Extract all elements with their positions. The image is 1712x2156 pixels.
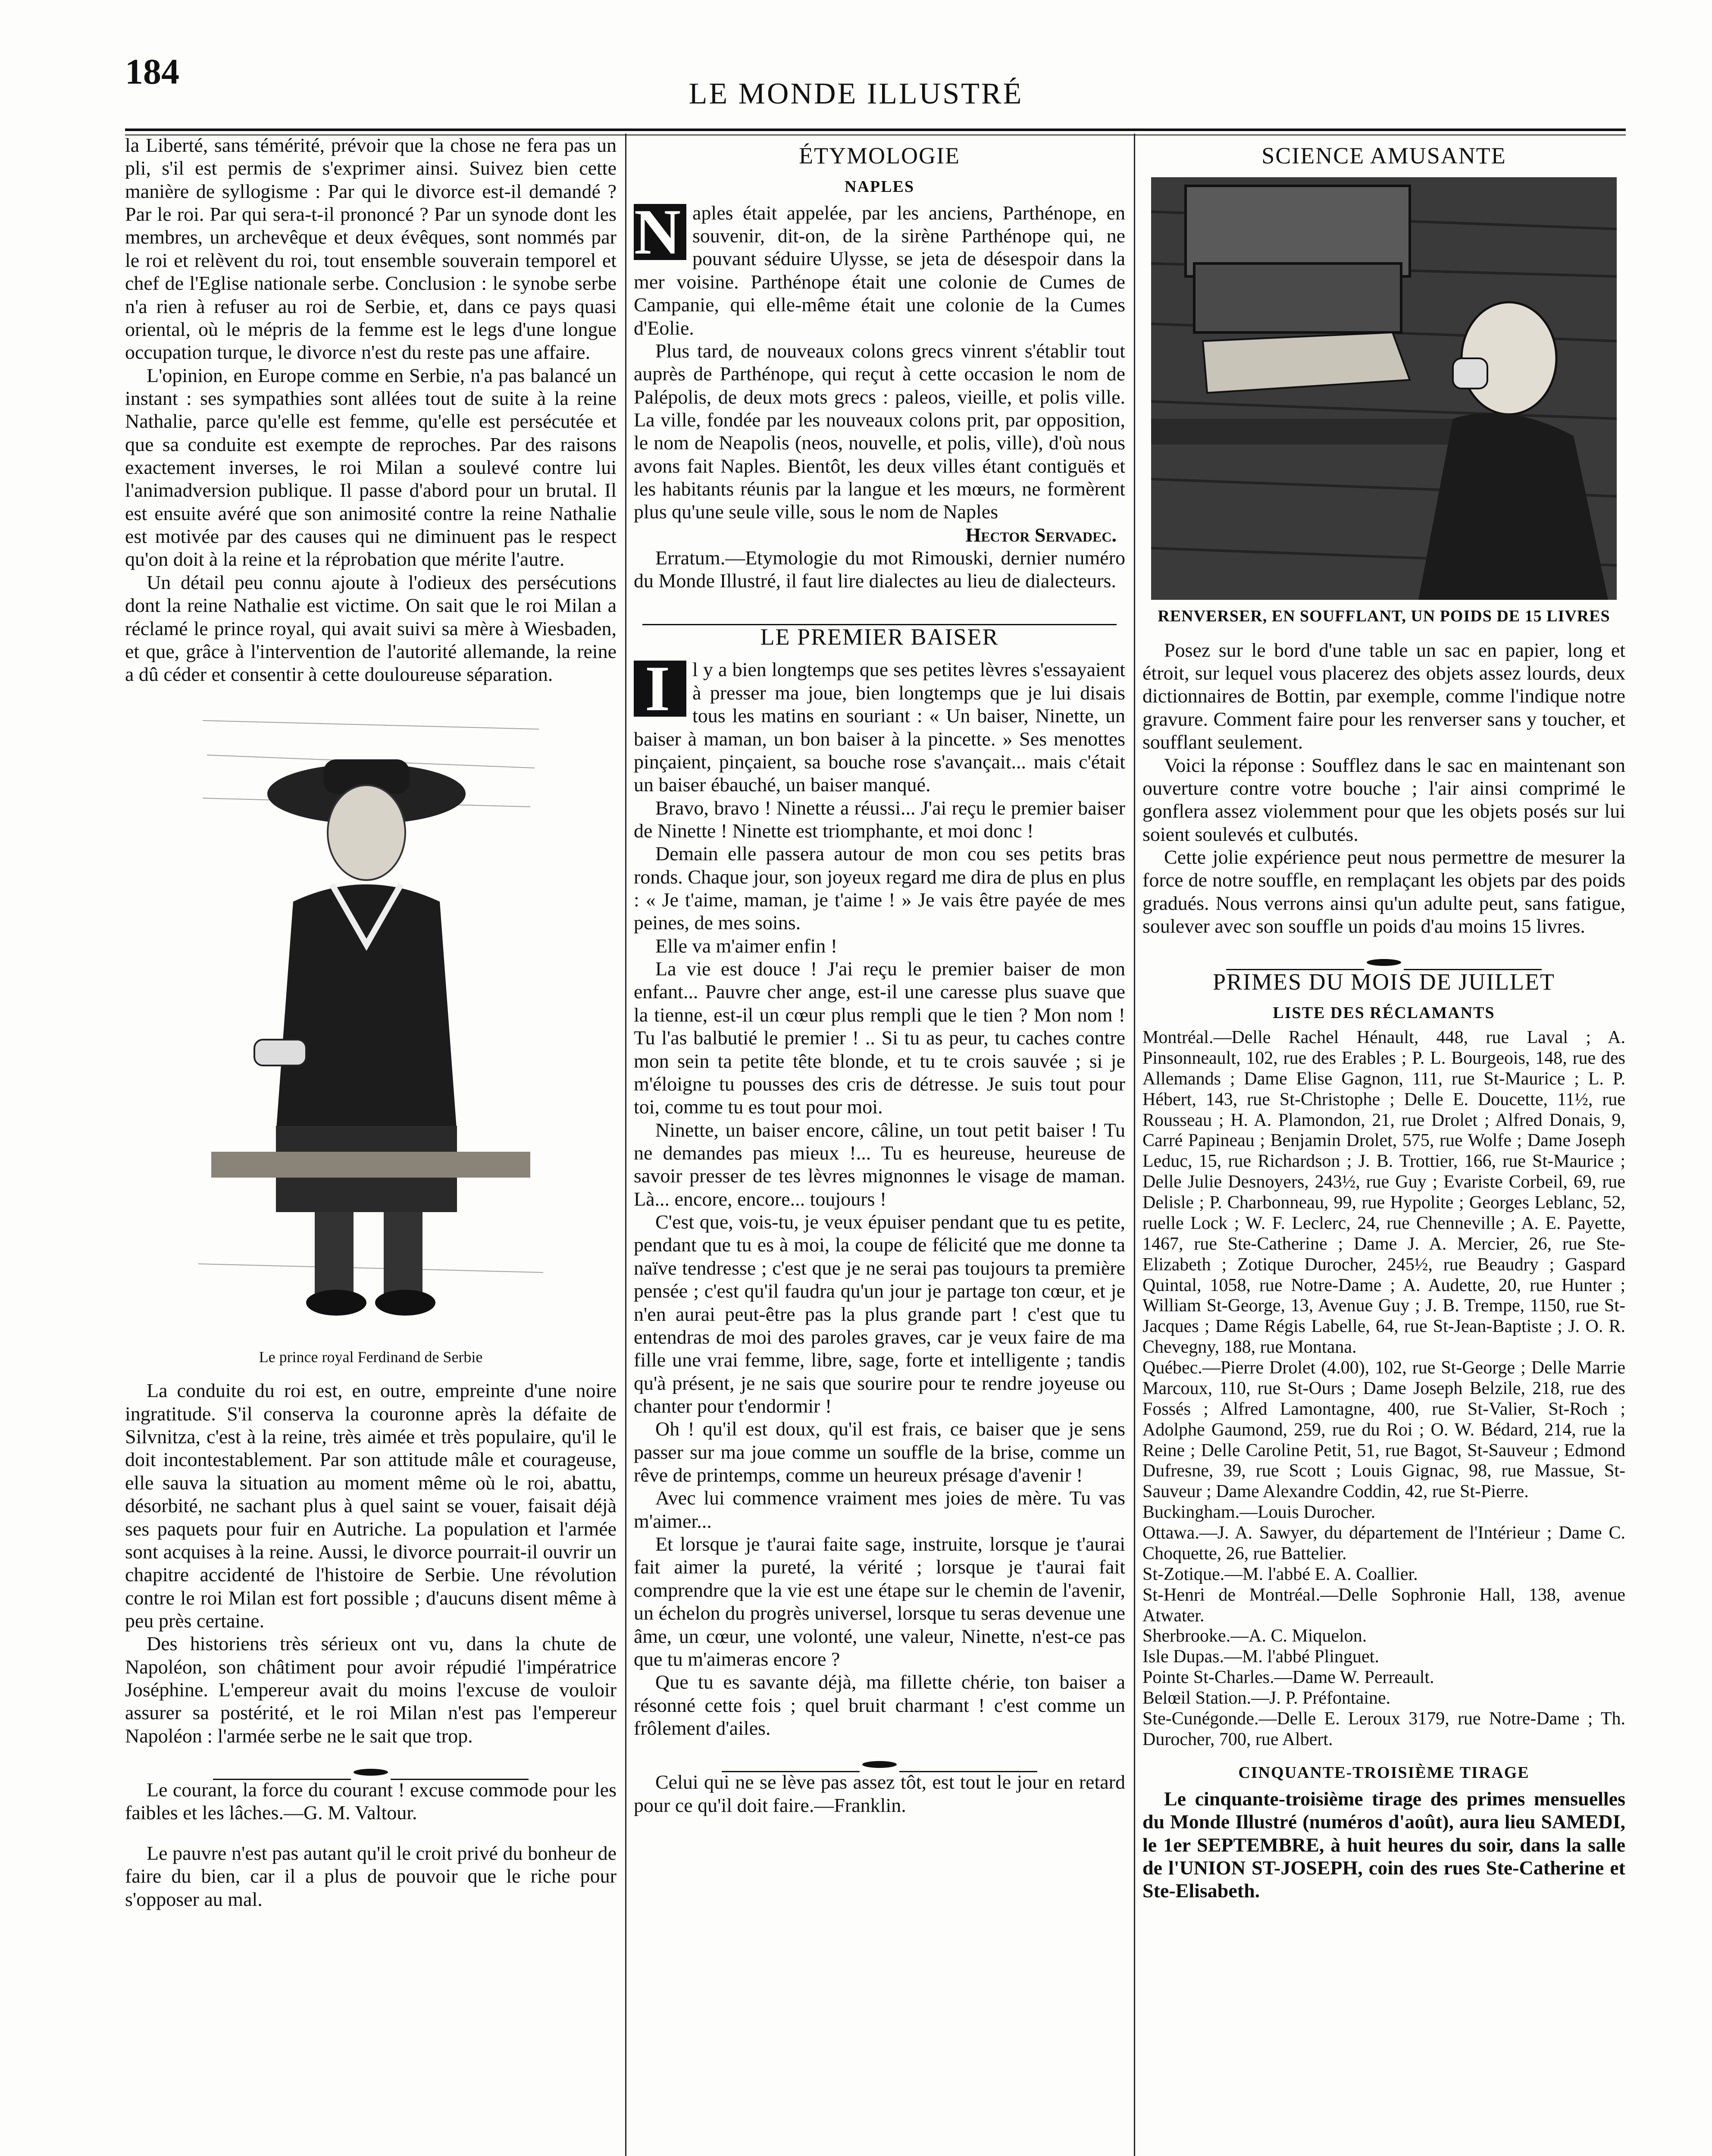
section-title: PRIMES DU MOIS DE JUILLET <box>1212 969 1555 995</box>
paragraph: Plus tard, de nouveaux colons grecs vinrent s'établir tout auprès de Parthénope, qui reçut à cette occasion le nom de Palépolis, de deux mots grecs : paleos, vieille, et polis ville. La ville, fondée par les nouveaux colons prit, par opposition, le nom de Neapolis (neos, nouvelle, et polis, ville), d'où nous avons fait Naples. Bientôt, les deux villes étant contiguës et les habitants réunis par la langue et les mœurs, ne formèrent plus qu'une seule ville, sous le nom de Naples <box>634 339 1125 523</box>
ornament-divider <box>1142 949 1625 957</box>
quote: Celui qui ne se lève pas assez tôt, est tout le jour en retard pour ce qu'il doit faire.—Franklin. <box>634 1771 1125 1816</box>
quote: Le courant, la force du courant ! excuse commode pour les faibles et les lâches.—G. M. Valtour. <box>125 1779 617 1824</box>
paragraph: aples était appelée, par les anciens, Parthénope, en souvenir, dit-on, de la sirène Parthénope qui, ne pouvant séduire Ulysse, se jeta de désespoir dans la mer voisine. Parthénope était une colonie de Cumes de Campanie, qui elle-même était une colonie de la Cumes d'Eolie. <box>634 201 1125 339</box>
section-subtitle: LISTE DES RÉCLAMANTS <box>1273 1004 1495 1022</box>
figure-caption: Le prince royal Ferdinand de Serbie <box>259 1348 483 1366</box>
prince-portrait-figure <box>125 703 617 1366</box>
list-item: Ste-Cunégonde.—Delle E. Leroux 3179, rue Notre-Dame ; Th. Durocher, 700, rue Albert. <box>1142 1708 1625 1749</box>
drop-cap: I <box>634 661 686 717</box>
paragraph: Bravo, bravo ! Ninette a réussi... J'ai reçu le premier baiser de Ninette ! Ninette est triomphante, et moi donc ! <box>634 796 1125 842</box>
column-1 <box>125 134 617 2156</box>
erratum: Erratum.—Etymologie du mot Rimouski, dernier numéro du Monde Illustré, il faut lire dialectes au lieu de dialecteurs. <box>634 547 1125 592</box>
list-item: Belœil Station.—J. P. Préfontaine. <box>1142 1688 1391 1708</box>
list-item: Montréal.—Delle Rachel Hénault, 448, rue Laval ; A. Pinsonneault, 102, rue des Erables ; P. L. Bourgeois, 148, rue des Allemands ; Dame Elise Gagnon, 111, rue St-Maurice ; L. P. Hébert, 143, rue St-Christophe ; Delle E. Doucette, 11½, rue Rousseau ; H. A. Plamondon, 21, rue Drolet ; Alfred Donais, 9, Carré Papineau ; Benjamin Drolet, 575, rue Wolfe ; Dame Joseph Leduc, 15, rue Richardson ; J. B. Trottier, 166, rue St-Maurice ; Delle Julie Desnoyers, 243½, rue Guy ; Evariste Corbeil, 69, rue Delisle ; P. Charbonneau, 99, rue Hypolite ; Georges Leblanc, 52, ruelle Lock ; W. F. Leclerc, 24, rue Chenneville ; A. E. Payette, 1467, rue Ste-Catherine ; Dame J. A. Mercier, 26, rue Ste-Elizabeth ; Zotique Durocher, 245½, rue Beaudry ; Gaspard Quintal, 1058, rue Notre-Dame ; A. Audette, 20, rue Hunter ; William St-George, 13, Avenue Guy ; J. B. Trempe, 1150, rue St-Jacques ; Dame Régis Labelle, 64, rue St-Jean-Baptiste ; J. O. R. Chevegny, 188, rue Montana. <box>1142 1028 1625 1357</box>
paragraph: Oh ! qu'il est doux, qu'il est frais, ce baiser que je sens passer sur ma joue comme un souffle de la brise, comme un rêve de printemps, comme un heureux présage d'avenir ! <box>634 1418 1125 1486</box>
paragraph: Posez sur le bord d'une table un sac en papier, long et étroit, sur lequel vous placerez des objets assez lourds, deux dictionnaires de Bottin, par exemple, comme l'indique notre gravure. Comment faire pour les renverser sans y toucher, et soufflant seulement. <box>1142 639 1625 753</box>
signature: Hector Servadec. <box>965 523 1117 546</box>
paragraph: Des historiens très sérieux ont vu, dans la chute de Napoléon, son châtiment pour avoir répudié l'impératrice Joséphine. L'empereur avait du moins l'excuse de vouloir assurer sa postérité, et le roi Milan n'est pas l'empereur Napoléon : l'armée serbe ne le sait que trop. <box>125 1633 617 1747</box>
blowing-experiment-illustration <box>1151 177 1617 600</box>
section-title: SCIENCE AMUSANTE <box>1261 143 1506 169</box>
list-item: Sherbrooke.—A. C. Miquelon. <box>1142 1626 1367 1646</box>
section-subtitle: NAPLES <box>845 177 914 196</box>
prince-portrait-illustration <box>194 703 548 1341</box>
paragraph: La conduite du roi est, en outre, empreinte d'une noire ingratitude. S'il conserva la couronne après la défaite de Silvnitza, c'est à la reine, très aimée et très populaire, qu'il le doit incontestablement. Par son attitude mâle et courageuse, elle sauva la situation au moment même où le roi, abattu, désorbité, ne sachant plus à quel saint se vouer, faisait déjà ses paquets pour fuir en Autriche. La population et l'armée sont acquises à la reine. Aussi, le divorce pourrait-il ouvrir un chapitre accidenté de l'histoire de Serbie. Une révolution contre le roi Milan est fort possible ; d'aucuns disent même à peu près certaine. <box>125 1379 617 1632</box>
paragraph: C'est que, vois-tu, je veux épuiser pendant que tu es petite, pendant que tu es à moi, la coupe de félicité que me donne ta naïve tendresse ; c'est que je ne serai pas toujours ta première pensée ; c'est qu'il faudra qu'un jour je partage ton cœur, et je n'en aurai peut-être pas la plus grande part ! c'est que tu entendras de moi des paroles graves, car je veux faire de ma fille une vrai femme, libre, sage, forte et intelligente ; tandis qu'à présent, je ne sais que sourire pour te rendre joyeuse ou chanter pour t'endormir ! <box>634 1211 1125 1417</box>
column-divider <box>625 134 626 2156</box>
paragraph: Que tu es savante déjà, ma fillette chérie, ton baiser a résonné cette fois ; quel bruit charmant ! c'est comme un frôlement d'ailes. <box>634 1671 1125 1739</box>
masthead-title: LE MONDE ILLUSTRÉ <box>689 77 1023 110</box>
list-item: Buckingham.—Louis Durocher. <box>1142 1502 1376 1523</box>
column-2 <box>634 134 1125 2156</box>
paragraph: Voici la réponse : Soufflez dans le sac en maintenant son ouverture contre votre bouche ; l'air ainsi comprimé le gonflera assez violemment pour que les objets posés sur lui soient soulevés et culbutés. <box>1142 754 1625 845</box>
page-number: 184 <box>125 52 179 92</box>
column-divider <box>1134 134 1135 2156</box>
paragraph: Elle va m'aimer enfin ! <box>655 934 838 957</box>
paragraph: La vie est douce ! J'ai reçu le premier baiser de mon enfant... Pauvre cher ange, est-il une caresse plus suave que la tienne, est-il un cœur plus rempli que le tien ? Mon nom ! Tu l'as balbutié le premier ! .. Si tu as peur, tu caches contre mon sein ta petite tête blonde, et tu te crois sauvée ; si je m'éloigne tu pousses des cris de détresse. Je suis tout pour toi, comme tu es tout pour moi. <box>634 958 1125 1118</box>
paragraph: Un détail peu connu ajoute à l'odieux des persécutions dont la reine Nathalie est victime. On sait que le roi Milan a réclamé le prince royal, qui avait suivi sa mère à Wiesbaden, et que, grâce à l'intervention de l'autorité allemande, la reine a dû céder et consentir à cette douloureuse séparation. <box>125 571 617 686</box>
section-title: ÉTYMOLOGIE <box>799 143 960 169</box>
drop-cap: N <box>634 204 686 260</box>
claimants-list <box>1142 1028 1625 1750</box>
list-item: St-Zotique.—M. l'abbé E. A. Coallier. <box>1142 1564 1418 1584</box>
paragraph: L'opinion, en Europe comme en Serbie, n'a pas balancé un instant : ses sympathies sont allées tout de suite à la reine Nathalie, parce qu'elle est femme, qu'elle est persécutée et que sa conduite est exempte de reproches. Par des raisons exactement inverses, le roi Milan a soulevé contre lui l'animadversion publique. Il passe d'abord pour un brutal. Il est ensuite avéré que son animosité contre la reine Nathalie est motivée par des causes qui ne diminuent pas le respect qu'on doit à la reine et la réprobation que mérite l'autre. <box>125 364 617 570</box>
list-item: Isle Dupas.—M. l'abbé Plinguet. <box>1142 1647 1379 1667</box>
paragraph: l y a bien longtemps que ses petites lèvres s'essayaient à presser ma joue, bien longtemps que je lui disais tous les matins en souriant : « Un baiser, Ninette, un baiser à maman, un bon baiser à la pincette. » Ses menottes pinçaient, pinçaient, sa bouche rose s'avançait... mais c'était un baiser ébauché, un baiser manqué. <box>634 658 1125 796</box>
science-figure <box>1142 177 1625 626</box>
list-item: Pointe St-Charles.—Dame W. Perreault. <box>1142 1667 1434 1688</box>
section-title: LE PREMIER BAISER <box>760 624 999 650</box>
quote: Le pauvre n'est pas autant qu'il le croit privé du bonheur de faire du bien, car il a plus de pouvoir que le riche pour s'opposer au mal. <box>125 1842 617 1910</box>
list-item: Ottawa.—J. A. Sawyer, du département de l'Intérieur ; Dame C. Choquette, 26, rue Battelier. <box>1142 1523 1625 1564</box>
figure-caption: RENVERSER, EN SOUFFLANT, UN POIDS DE 15 LIVRES <box>1158 607 1610 625</box>
paragraph: la Liberté, sans témérité, prévoir que la chose ne fera pas un pli, s'il est permis de s'exprimer ainsi. Suivez bien cette manière de syllogisme : Par qui le divorce est-il demandé ? Par le roi. Par qui sera-t-il prononcé ? Par un synode dont les membres, un archevêque et deux évêques, sont nommés par le roi et relèvent du roi, tout ensemble souverain temporel et chef de l'Eglise nationale serbe. Conclusion : le synobe serbe n'a rien à refuser au roi de Serbie, et, dans ce pays quasi oriental, où le mépris de la femme est le legs d'une longue occupation turque, le divorce n'est du reste pas une affaire. <box>125 134 617 364</box>
paragraph: Le cinquante-troisième tirage des primes mensuelles du Monde Illustré (numéros d'août), aura lieu SAMEDI, le 1er SEPTEMBRE, à huit heures du soir, dans la salle de l'UNION ST-JOSEPH, coin des rues Ste-Catherine et Ste-Elisabeth. <box>1142 1787 1625 1902</box>
paragraph: Demain elle passera autour de mon cou ses petits bras ronds. Chaque jour, son joyeux regard me dira de plus en plus : « Je t'aime, maman, je t'aime ! » Je vais être payée de mes peines, de mes soins. <box>634 843 1125 934</box>
section-subtitle: CINQUANTE-TROISIÈME TIRAGE <box>1238 1763 1530 1782</box>
section-rule <box>634 604 1125 612</box>
ornament-divider <box>634 1751 1125 1759</box>
paragraph: Ninette, un baiser encore, câline, un tout petit baiser ! Tu ne demandes pas mieux !... Tu es heureuse, heureuse de savoir presser de tes lèvres mignonnes le visage de maman. Là... encore, encore... toujours ! <box>634 1119 1125 1210</box>
paragraph: Avec lui commence vraiment mes joies de mère. Tu vas m'aimer... <box>634 1487 1125 1532</box>
paragraph: Et lorsque je t'aurai faite sage, instruite, lorsque je t'aurai fait aimer la pureté, la vérité ; lorsque je t'aurai fait comprendre que la vie est une étape sur le chemin de l'avenir, un échelon du progrès universel, lorsque tu seras devenue une âme, un cœur, une volonté, une valeur, Ninette, n'est-ce pas que tu m'aimeras encore ? <box>634 1533 1125 1670</box>
list-item: St-Henri de Montréal.—Delle Sophronie Hall, 138, avenue Atwater. <box>1142 1585 1625 1626</box>
list-item: Québec.—Pierre Drolet (4.00), 102, rue St-George ; Delle Marrie Marcoux, 110, rue St-Ours ; Dame Joseph Belzile, 218, rue des Fossés ; Alfred Lamontagne, 400, rue St-Valier, St-Roch ; Adolphe Gaumond, 259, rue du Roi ; O. W. Bédard, 214, rue la Reine ; Delle Caroline Petit, 51, rue Bagot, St-Sauveur ; Edmond Dufresne, 39, rue Scott ; Louis Gignac, 98, rue Massue, St-Sauveur ; Dame Alexandre Coddin, 42, rue St-Pierre. <box>1142 1358 1625 1502</box>
ornament-divider <box>125 1758 617 1767</box>
paragraph: Cette jolie expérience peut nous permettre de mesurer la force de notre souffle, en remplaçant les objets par des poids gradués. Nous verrons ainsi qu'un adulte peut, sans fatigue, soulever avec son souffle un poids d'au moins 15 livres. <box>1142 846 1625 937</box>
column-3 <box>1142 134 1625 2156</box>
